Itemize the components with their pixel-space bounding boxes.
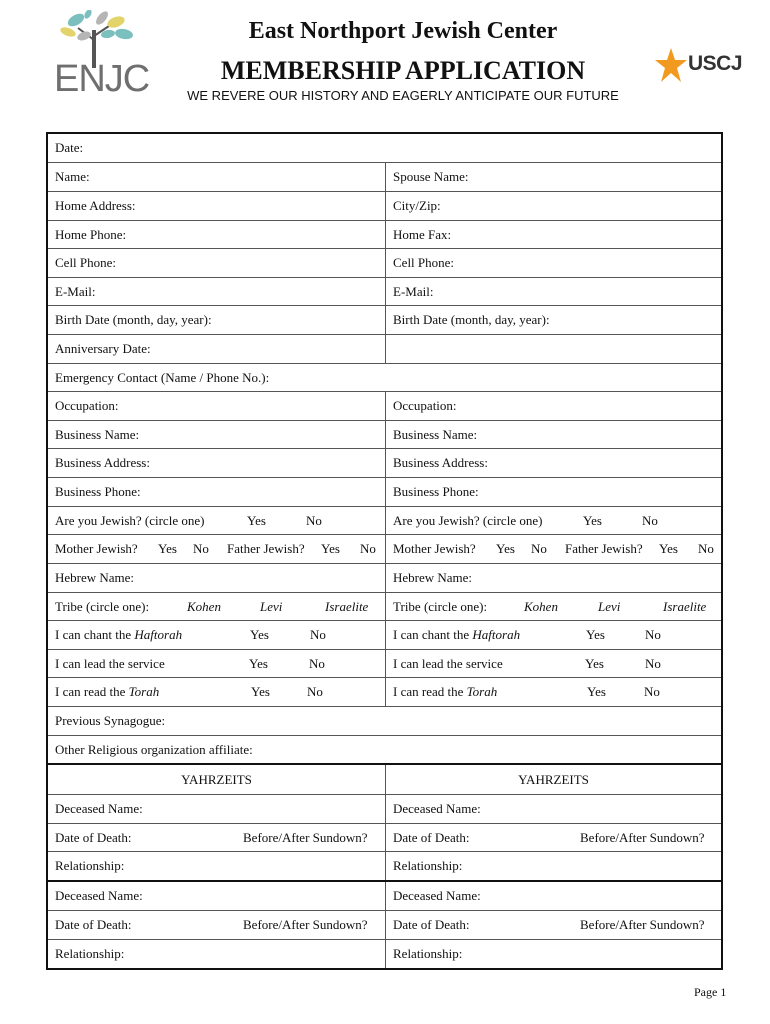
haftorah-no-option[interactable]: No bbox=[310, 627, 326, 642]
row-cell-phone bbox=[48, 249, 721, 278]
mother-no-option[interactable]: No bbox=[193, 541, 209, 556]
row-business-name bbox=[48, 421, 721, 449]
row-home-phone bbox=[48, 221, 721, 249]
torah-label: I can read the Torah bbox=[55, 684, 160, 699]
mother-jewish-label: Mother Jewish? bbox=[55, 541, 138, 556]
membership-form bbox=[46, 132, 723, 970]
anniversary-date-field[interactable]: Anniversary Date: bbox=[48, 335, 386, 363]
birth-date-field[interactable]: Birth Date (month, day, year): bbox=[48, 306, 386, 334]
spouse-email-field[interactable]: E-Mail: bbox=[393, 283, 434, 299]
spouse-jewish-no-option[interactable]: No bbox=[642, 512, 658, 528]
spouse-torah-yes-option[interactable]: Yes bbox=[587, 684, 606, 699]
spouse-tribe-israelite-option[interactable]: Israelite bbox=[663, 598, 707, 614]
business-name-field[interactable]: Business Name: bbox=[48, 421, 386, 448]
row-date bbox=[48, 134, 721, 163]
row-date-of-death-1 bbox=[48, 824, 721, 852]
spouse-mother-jewish-label: Mother Jewish? bbox=[393, 541, 476, 556]
row-anniversary bbox=[48, 335, 721, 364]
tribe-kohen-option[interactable]: Kohen bbox=[187, 598, 221, 614]
deceased-name-field[interactable]: Deceased Name: bbox=[393, 801, 481, 816]
anniversary-blank-cell bbox=[386, 335, 721, 363]
spouse-are-you-jewish-cell bbox=[386, 507, 721, 534]
row-lead-service bbox=[48, 650, 721, 678]
row-date-of-death-2 bbox=[48, 911, 721, 940]
relationship-field[interactable]: Relationship: bbox=[48, 852, 386, 880]
row-deceased-name-1 bbox=[48, 795, 721, 824]
lead-service-cell bbox=[48, 650, 386, 677]
business-phone-field[interactable]: Business Phone: bbox=[48, 478, 386, 506]
spouse-father-no-option[interactable]: No bbox=[698, 541, 714, 556]
date-of-death-field[interactable]: Date of Death: bbox=[55, 917, 132, 932]
tribe-israelite-option[interactable]: Israelite bbox=[325, 598, 369, 614]
spouse-tribe-levi-option[interactable]: Levi bbox=[598, 598, 621, 614]
row-relationship-2 bbox=[48, 940, 721, 968]
row-previous-synagogue bbox=[48, 707, 721, 736]
row-occupation bbox=[48, 392, 721, 421]
spouse-haftorah-cell bbox=[386, 621, 721, 649]
row-relationship-1 bbox=[48, 852, 721, 882]
date-of-death-cell bbox=[48, 824, 386, 851]
mother-yes-option[interactable]: Yes bbox=[158, 541, 177, 556]
spouse-hebrew-name-field[interactable]: Hebrew Name: bbox=[393, 570, 473, 585]
previous-synagogue-field[interactable]: Previous Synagogue: bbox=[55, 713, 166, 728]
other-affiliate-field[interactable]: Other Religious organization affiliate: bbox=[55, 741, 253, 757]
date-of-death-cell bbox=[386, 911, 721, 939]
yahrzeits-heading-right: YAHRZEITS bbox=[518, 771, 589, 787]
deceased-name-field[interactable]: Deceased Name: bbox=[393, 888, 481, 903]
haftorah-yes-option[interactable]: Yes bbox=[250, 627, 269, 642]
relationship-field[interactable]: Relationship: bbox=[48, 940, 386, 968]
row-are-you-jewish bbox=[48, 507, 721, 535]
date-field[interactable]: Date: bbox=[55, 140, 84, 155]
row-business-phone bbox=[48, 478, 721, 507]
deceased-name-field[interactable]: Deceased Name: bbox=[48, 795, 386, 823]
are-you-jewish-label: Are you Jewish? (circle one) bbox=[55, 512, 205, 528]
spouse-torah-label: I can read the Torah bbox=[393, 684, 498, 699]
tribe-levi-option[interactable]: Levi bbox=[260, 598, 283, 614]
spouse-haftorah-label: I can chant the Haftorah bbox=[393, 627, 521, 642]
spouse-cell-phone-field[interactable]: Cell Phone: bbox=[393, 255, 455, 270]
spouse-mother-no-option[interactable]: No bbox=[531, 541, 547, 556]
home-address-field[interactable]: Home Address: bbox=[48, 192, 386, 220]
page-number: Page 1 bbox=[694, 985, 727, 999]
spouse-business-address-field[interactable]: Business Address: bbox=[393, 455, 488, 470]
spouse-are-you-jewish-label: Are you Jewish? (circle one) bbox=[393, 512, 543, 528]
spouse-jewish-yes-option[interactable]: Yes bbox=[583, 512, 602, 528]
tagline: WE REVERE OUR HISTORY AND EAGERLY ANTICIPATE OUR FUTURE bbox=[187, 88, 619, 103]
deceased-name-field[interactable]: Deceased Name: bbox=[48, 882, 386, 910]
sundown-question[interactable]: Before/After Sundown? bbox=[580, 917, 705, 932]
haftorah-cell bbox=[48, 621, 386, 649]
org-name: East Northport Jewish Center bbox=[248, 18, 558, 44]
spouse-mother-yes-option[interactable]: Yes bbox=[496, 541, 515, 556]
row-yahrzeits-header bbox=[48, 765, 721, 795]
spouse-business-phone-field[interactable]: Business Phone: bbox=[393, 484, 479, 499]
row-tribe bbox=[48, 593, 721, 621]
spouse-name-field[interactable]: Spouse Name: bbox=[393, 169, 469, 184]
torah-cell bbox=[48, 678, 386, 706]
tribe-label: Tribe (circle one): bbox=[55, 598, 150, 614]
city-zip-field[interactable]: City/Zip: bbox=[393, 198, 441, 213]
enjc-logo-text: ENJC bbox=[54, 58, 150, 100]
jewish-no-option[interactable]: No bbox=[306, 512, 322, 528]
row-address bbox=[48, 192, 721, 221]
row-name bbox=[48, 163, 721, 192]
sundown-question[interactable]: Before/After Sundown? bbox=[580, 829, 705, 845]
spouse-tribe-cell bbox=[386, 593, 721, 620]
spouse-parents-jewish-cell bbox=[386, 535, 721, 563]
row-torah bbox=[48, 678, 721, 707]
parents-jewish-cell bbox=[48, 535, 386, 563]
home-fax-field[interactable]: Home Fax: bbox=[393, 226, 452, 242]
jewish-yes-option[interactable]: Yes bbox=[247, 512, 266, 528]
tribe-cell bbox=[48, 593, 386, 620]
spouse-tribe-label: Tribe (circle one): bbox=[393, 598, 488, 614]
row-haftorah bbox=[48, 621, 721, 650]
father-jewish-label: Father Jewish? bbox=[227, 541, 305, 556]
row-email bbox=[48, 278, 721, 306]
occupation-field[interactable]: Occupation: bbox=[48, 392, 386, 420]
date-of-death-field[interactable]: Date of Death: bbox=[393, 917, 470, 932]
row-other-affiliate bbox=[48, 736, 721, 765]
relationship-field[interactable]: Relationship: bbox=[393, 946, 463, 961]
spouse-birth-date-field[interactable]: Birth Date (month, day, year): bbox=[393, 312, 550, 327]
spouse-tribe-kohen-option[interactable]: Kohen bbox=[524, 598, 558, 614]
hebrew-name-field[interactable]: Hebrew Name: bbox=[48, 564, 386, 592]
spouse-father-yes-option[interactable]: Yes bbox=[659, 541, 678, 556]
spouse-lead-service-label: I can lead the service bbox=[393, 655, 503, 671]
are-you-jewish-cell bbox=[48, 507, 386, 534]
relationship-field[interactable]: Relationship: bbox=[393, 858, 463, 873]
father-no-option[interactable]: No bbox=[360, 541, 376, 556]
torah-no-option[interactable]: No bbox=[307, 684, 323, 699]
email-field[interactable]: E-Mail: bbox=[48, 278, 386, 305]
spouse-lead-service-yes-option[interactable]: Yes bbox=[585, 655, 604, 671]
home-phone-field[interactable]: Home Phone: bbox=[48, 221, 386, 248]
row-parents-jewish bbox=[48, 535, 721, 564]
haftorah-label: I can chant the Haftorah bbox=[55, 627, 183, 642]
spouse-torah-no-option[interactable]: No bbox=[644, 684, 660, 699]
spouse-haftorah-yes-option[interactable]: Yes bbox=[586, 627, 605, 642]
spouse-lead-service-cell bbox=[386, 650, 721, 677]
name-field[interactable]: Name: bbox=[48, 163, 386, 191]
date-of-death-field[interactable]: Date of Death: bbox=[55, 829, 132, 845]
spouse-lead-service-no-option[interactable]: No bbox=[645, 655, 661, 671]
spouse-torah-cell bbox=[386, 678, 721, 706]
father-yes-option[interactable]: Yes bbox=[321, 541, 340, 556]
date-of-death-cell bbox=[386, 824, 721, 851]
sundown-question[interactable]: Before/After Sundown? bbox=[243, 829, 368, 845]
yahrzeits-heading-left: YAHRZEITS bbox=[48, 765, 386, 794]
date-of-death-field[interactable]: Date of Death: bbox=[393, 829, 470, 845]
date-of-death-cell bbox=[48, 911, 386, 939]
row-birth-date bbox=[48, 306, 721, 335]
sundown-question[interactable]: Before/After Sundown? bbox=[243, 917, 368, 932]
spouse-occupation-field[interactable]: Occupation: bbox=[393, 398, 457, 413]
lead-service-no-option[interactable]: No bbox=[309, 655, 325, 671]
page-title: MEMBERSHIP APPLICATION bbox=[220, 56, 586, 85]
business-address-field[interactable]: Business Address: bbox=[48, 449, 386, 477]
torah-yes-option[interactable]: Yes bbox=[251, 684, 270, 699]
spouse-business-name-field[interactable]: Business Name: bbox=[393, 426, 478, 442]
emergency-contact-field[interactable]: Emergency Contact (Name / Phone No.): bbox=[55, 369, 270, 385]
lead-service-yes-option[interactable]: Yes bbox=[249, 655, 268, 671]
row-deceased-name-2 bbox=[48, 882, 721, 911]
uscj-logo-text: USCJ bbox=[688, 52, 743, 75]
row-hebrew-name bbox=[48, 564, 721, 593]
spouse-father-jewish-label: Father Jewish? bbox=[565, 541, 643, 556]
lead-service-label: I can lead the service bbox=[55, 655, 165, 671]
spouse-haftorah-no-option[interactable]: No bbox=[645, 627, 661, 642]
row-emergency bbox=[48, 364, 721, 392]
cell-phone-field[interactable]: Cell Phone: bbox=[48, 249, 386, 277]
row-business-address bbox=[48, 449, 721, 478]
